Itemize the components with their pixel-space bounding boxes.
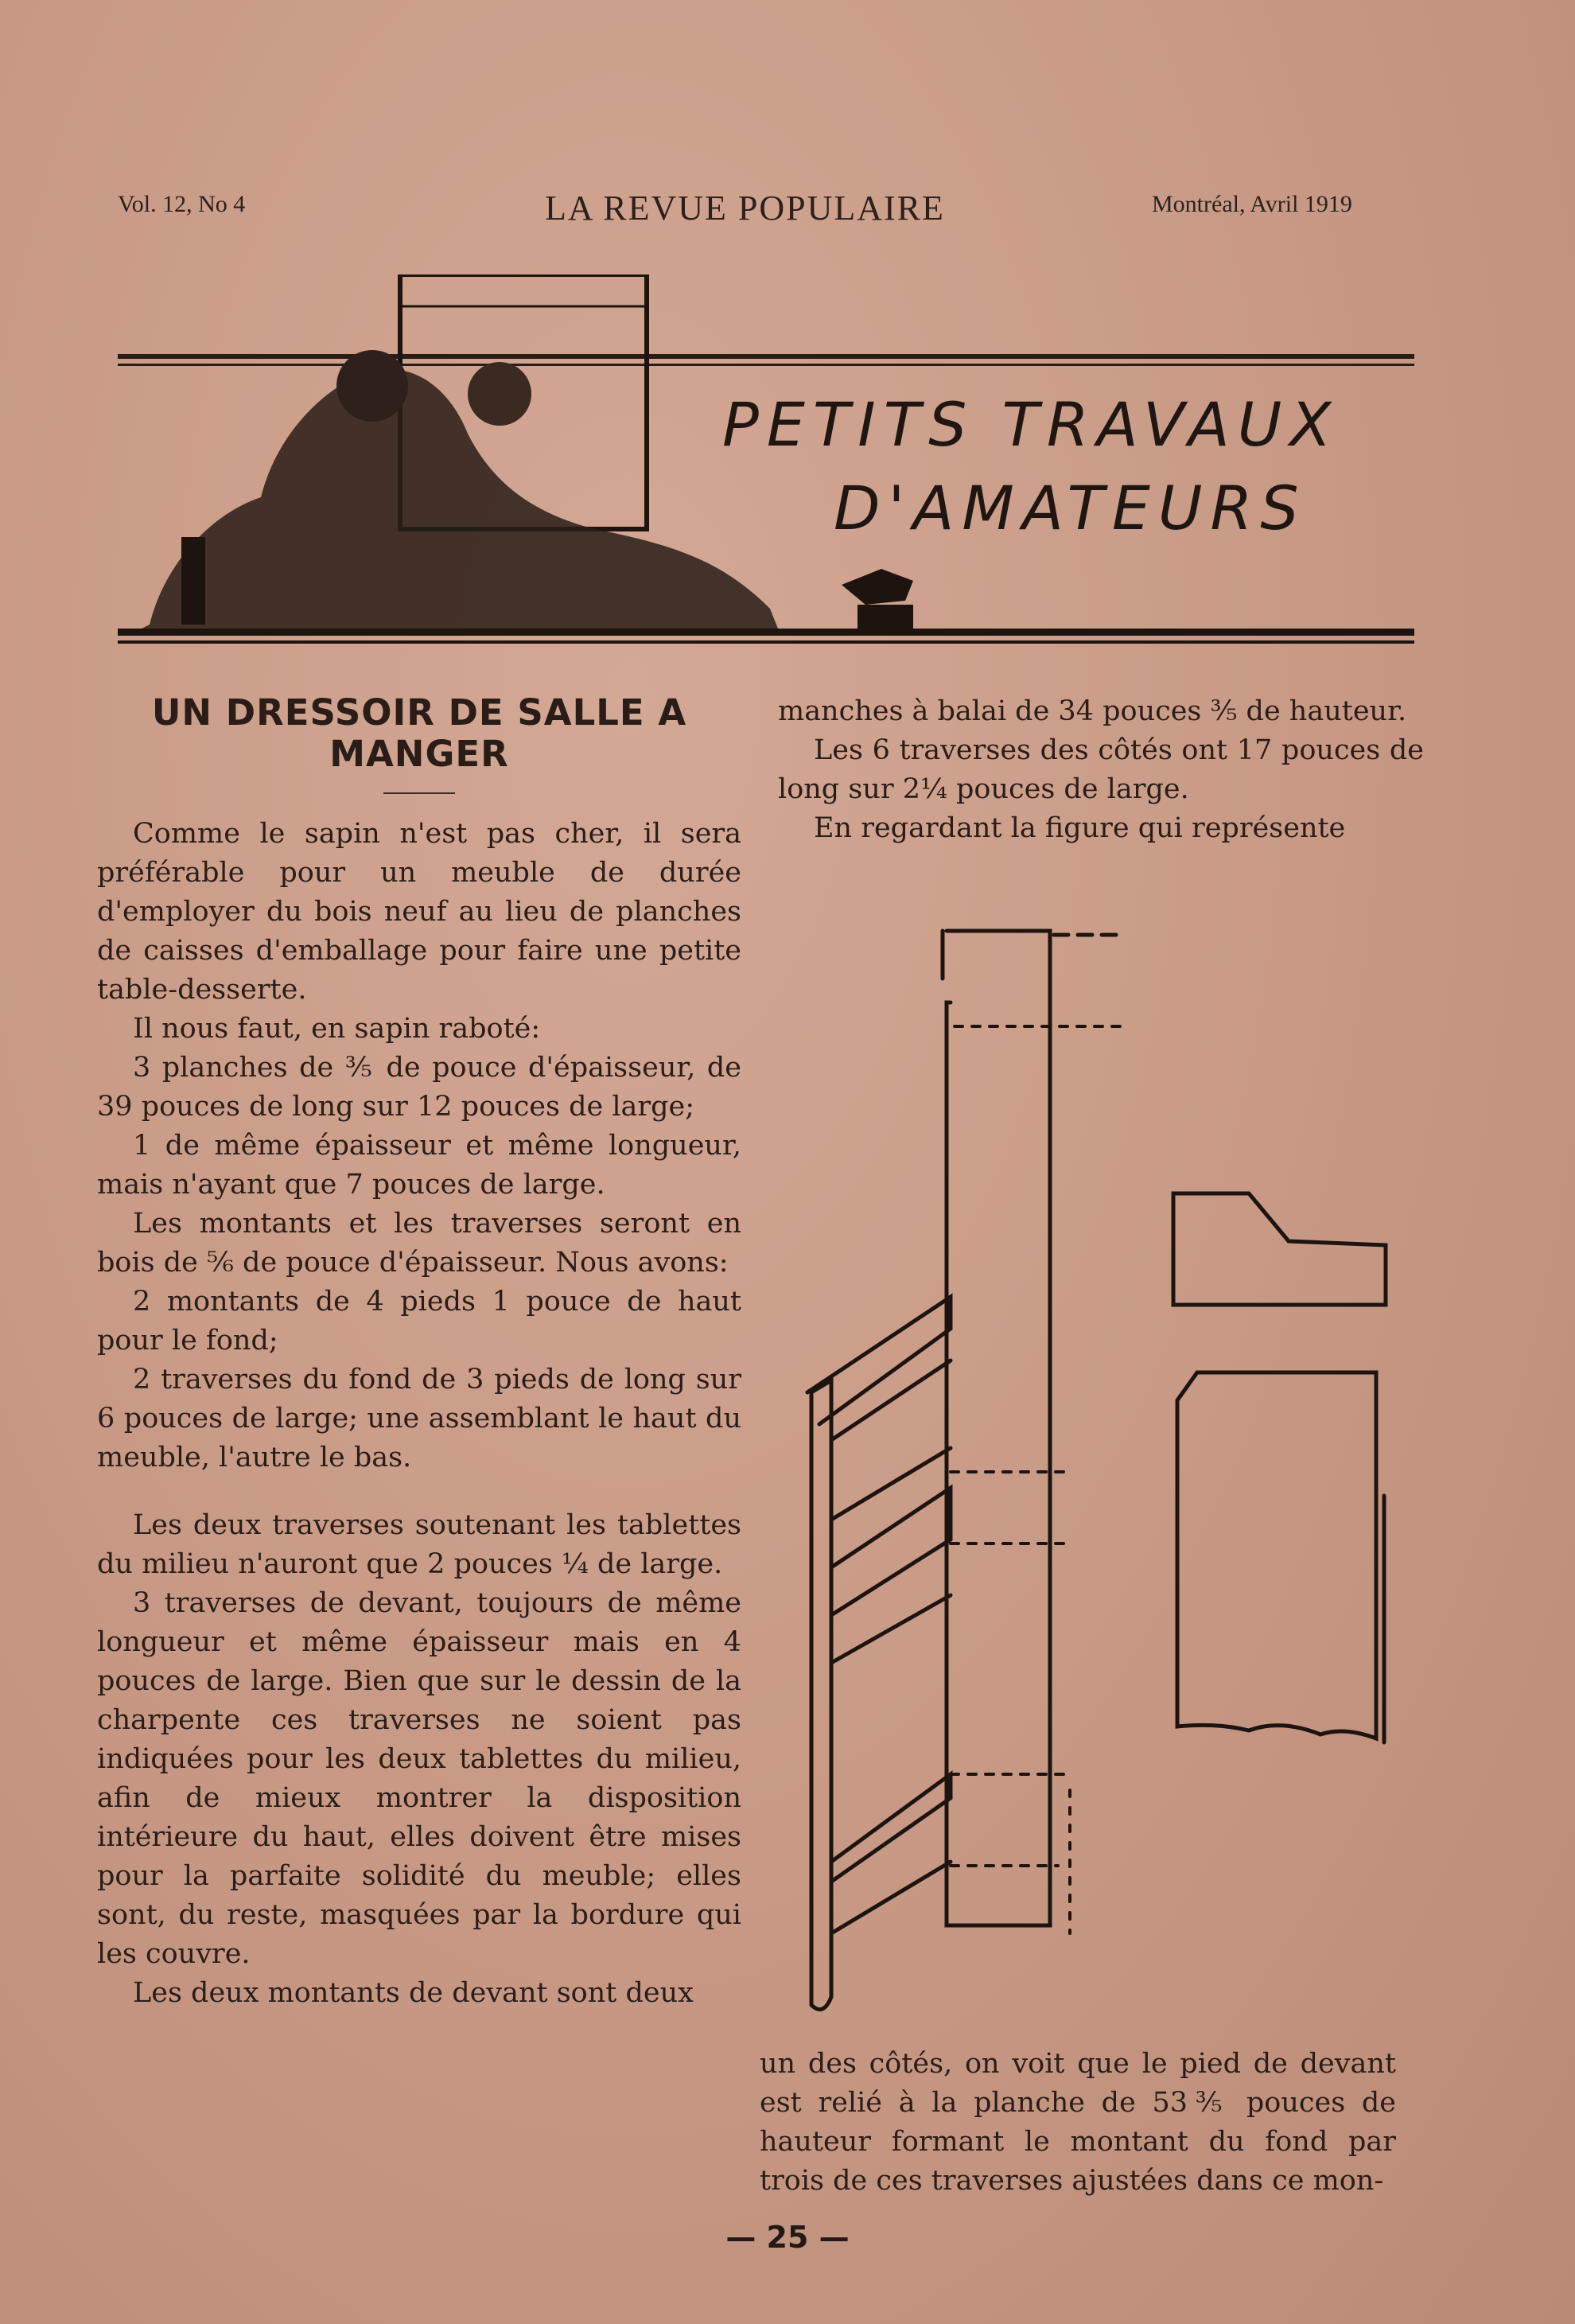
paragraph: manches à balai de 34 pouces ⅗ de hauteur. xyxy=(778,695,1407,727)
paragraph: 2 traverses du fond de 3 pieds de long sur 6 pouces de large; une assemblant le haut du meuble, l'autre le bas. xyxy=(97,1364,741,1473)
paragraph: 2 montants de 4 pieds 1 pouce de haut pour le fond; xyxy=(97,1286,741,1357)
paragraph: Il nous faut, en sapin raboté: xyxy=(133,1013,541,1045)
paragraph: 3 planches de ⅗ de pouce d'épaisseur, de 39 pouces de long sur 12 pouces de large; xyxy=(97,1052,741,1123)
right-column-continued xyxy=(760,2045,1396,2201)
article-title: UN DRESSOIR DE SALLE A MANGER xyxy=(151,691,687,775)
banner-title-line1: PETITS TRAVAUX xyxy=(722,389,1340,460)
page-number: — 25 — xyxy=(725,2220,850,2255)
paragraph: Les montants et les traverses seront en bois de ⅚ de pouce d'épaisseur. Nous avons: xyxy=(97,1208,741,1279)
paragraph: Comme le sapin n'est pas cher, il sera préférable pour un meuble de durée d'employer du bois neuf au lieu de planches de caisses d'emballage pour faire une petite table-desserte. xyxy=(97,818,741,1006)
paragraph: 1 de même épaisseur et même longueur, mais n'ayant que 7 pouces de large. xyxy=(97,1130,741,1201)
paragraph: Les deux montants de devant sont deux xyxy=(133,1977,694,2009)
place-date: Montréal, Avril 1919 xyxy=(1152,191,1352,217)
paragraph: 3 traverses de devant, toujours de même longueur et même épaisseur mais en 4 pouces de large. Bien que sur le dessin de la charpente ces traverses ne soient pas indiquées pour les deux tablettes du milieu, afin de mieux montrer la disposition intérieure du haut, elles doivent être mises pour la parfaite solidité du meuble; elles sont, du reste, masquées par la bordure qui les couvre. xyxy=(97,1587,741,1970)
side-frame-figure xyxy=(772,915,1416,2029)
section-banner xyxy=(118,274,1414,664)
left-column xyxy=(97,692,741,2013)
paragraph: En regardant la figure qui représente xyxy=(814,812,1346,844)
paragraph: Les deux traverses soutenant les tablettes du milieu n'auront que 2 pouces ¼ de large. xyxy=(97,1509,741,1580)
volume-number: Vol. 12, No 4 xyxy=(118,191,246,217)
magazine-title: LA REVUE POPULAIRE xyxy=(545,189,945,228)
right-column xyxy=(778,692,1424,848)
paragraph: Les 6 traverses des côtés ont 17 pouces de long sur 2¼ pouces de large. xyxy=(778,734,1424,805)
title-divider xyxy=(383,792,455,794)
paragraph: un des côtés, on voit que le pied de devant est relié à la planche de 53⅗ pouces de hauteur formant le montant du fond par trois de ces traverses ajustées dans ce mon- xyxy=(760,2048,1396,2197)
banner-title-line2: D'AMATEURS xyxy=(834,473,1307,543)
